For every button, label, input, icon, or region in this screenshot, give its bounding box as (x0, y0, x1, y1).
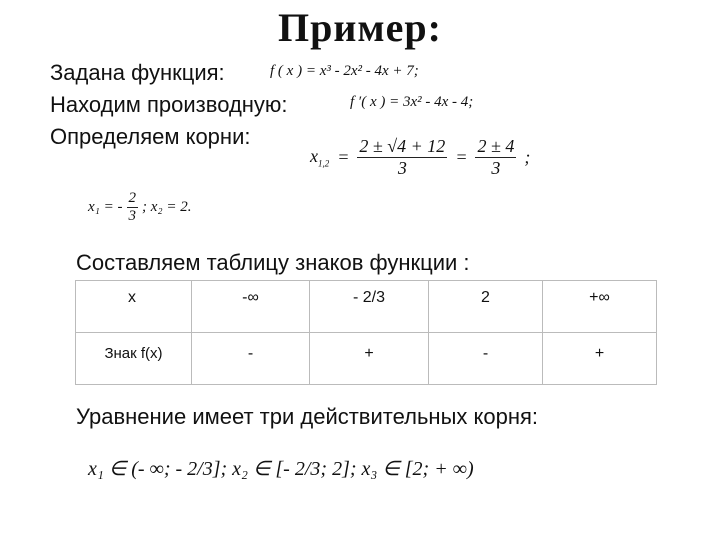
table-header-cell: 2 (481, 289, 490, 306)
table-header-cell: - 2/3 (352, 289, 385, 306)
sign-table (75, 280, 657, 385)
conclusion-label: Уравнение имеет три действительных корня: (76, 404, 539, 429)
table-sign-cell: + (594, 345, 605, 362)
table-sign-row (76, 333, 657, 385)
roots-intervals: x₁ ∈ (- ∞; - 2/3]; x₂ ∈ [- 2/3; 2]; x₃ ∈ [2; + ∞) (88, 458, 474, 480)
table-header-cell: +∞ (589, 289, 610, 306)
table-row-label: Знак f(x) (104, 345, 163, 362)
roots-numerator-2: 2 ± 4 (477, 136, 515, 156)
roots-fraction-1 (357, 136, 447, 179)
given-label: Задана функция: (50, 60, 225, 85)
roots-formula: $x_{1,2}$ = $\frac{2 \pm √4 + 12}{3}$ = $\frac{2 \pm 4}{3}$ ; (310, 136, 531, 178)
x1-text: x₁ = - (88, 199, 123, 215)
page-title: Пример: (278, 5, 442, 50)
table-header-row (76, 281, 657, 333)
roots-denominator-2: 3 (491, 158, 501, 178)
table-header-cell: -∞ (242, 289, 259, 306)
x12-symbol: x (310, 146, 318, 167)
function-formula: f ( x ) = x³ - 2x² - 4x + 7; (270, 63, 419, 79)
x1-fraction (127, 190, 139, 225)
table-intro-label: Составляем таблицу знаков функции : (76, 250, 470, 275)
x1-numerator: 2 (128, 190, 136, 206)
x1-denominator: 3 (128, 208, 136, 224)
roots-denominator-1: 3 (397, 158, 407, 178)
roots-label: Определяем корни: (50, 124, 251, 149)
x2-text: ; x₂ = 2. (142, 199, 192, 215)
derivative-label: Находим производную: (50, 92, 288, 117)
roots-fraction-2 (475, 136, 516, 179)
roots-values (88, 190, 192, 225)
table-sign-cell: + (364, 345, 374, 362)
table-sign-cell: - (247, 345, 254, 362)
x12-subscript: 1,2 (318, 158, 330, 169)
table-sign-cell: - (482, 345, 489, 362)
roots-numerator-1: 2 ± √4 + 12 (359, 136, 446, 156)
table-header-cell: x (128, 289, 136, 306)
derivative-formula: f ′( x ) = 3x² - 4x - 4; (350, 94, 474, 110)
